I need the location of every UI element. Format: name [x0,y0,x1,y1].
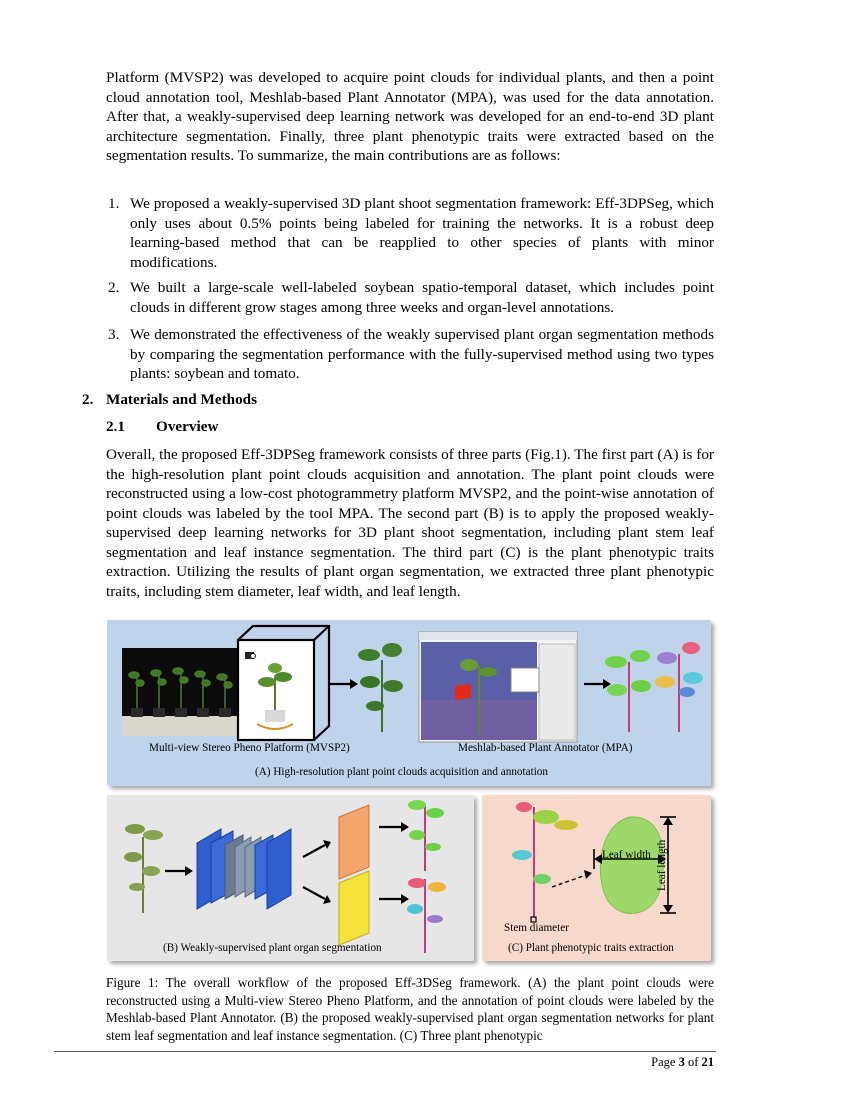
page-total: 21 [701,1055,714,1069]
page-current: 3 [678,1055,685,1069]
input-plant [124,824,163,913]
subsection-number: 2.1 [106,418,125,435]
meshlab-screenshot [419,632,577,742]
panel-c-illustration [482,795,711,961]
figure-panel-c [482,795,711,961]
stem-diameter-label: Stem diameter [504,922,569,934]
instance-output-plant [407,878,446,953]
mvsp2-label: Multi-view Stereo Pheno Platform (MVSP2) [149,742,350,754]
panel-a-title: (A) High-resolution plant point clouds acquisition and annotation [255,766,548,778]
list-item [108,278,714,317]
subsection-heading [106,418,218,436]
section-title: Materials and Methods [106,391,258,408]
list-item [108,194,714,272]
point-cloud-plant [358,643,403,732]
section-heading [82,391,257,409]
panel-b-illustration [107,795,474,961]
plant-photo [122,648,240,736]
panel-a-illustration [107,620,711,786]
annotated-plant-instance [655,642,703,732]
panel-b-title: (B) Weakly-supervised plant organ segmentation [163,942,382,954]
list-item-text: We proposed a weakly-supervised 3D plant shoot segmentation framework: Eff-3DPSeg, which only uses about 0.5% points being labeled for training the networks. It is a robust deep learning-based method that can be reapplied to other species of plants with minor modifications. [130,195,714,271]
leaf-length-label: Leaf length [656,839,668,891]
overview-paragraph: Overall, the proposed Eff-3DPSeg framework consists of three parts (Fig.1). The first part (A) is for the high-resolution plant point clouds acquisition and annotation. The plant point clouds were reconstructed using a low-cost photogrammetry platform MVSP2, and the point-wise annotation of point clouds was labeled by the tool MPA. The second part (B) is to apply the proposed weakly-supervised deep learning networks for 3D plant shoot segmentation, including plant stem leaf segmentation and leaf instance segmentation. The third part (C) is the plant phenotypic traits extraction. Utilizing the results of plant organ segmentation, we extracted three plant phenotypic traits, including stem diameter, leaf width, and leaf length. [106,446,714,600]
mpa-label: Meshlab-based Plant Annotator (MPA) [458,742,633,754]
semantic-output-plant [408,800,444,871]
network-layers [197,829,291,909]
page-prefix: Page [651,1055,679,1069]
figure-panel-b [107,795,474,961]
figure-caption: Figure 1: The overall workflow of the proposed Eff-3DSeg framework. (A) the plant point clouds were reconstructed using a Multi-view Stereo Pheno Platform, and the annotation of point clouds were labeled by the Meshlab-based Plant Annotator. (B) the proposed weakly-supervised plant organ segmentation networks for plant stem leaf segmentation and leaf instance segmentation. (C) Three plant phenotypic [106,975,714,1043]
page-of: of [684,1055,702,1069]
list-item-number: 3. [108,326,120,343]
list-item [108,325,714,384]
intro-paragraph: Platform (MVSP2) was developed to acquire point clouds for individual plants, and then a point cloud annotation tool, Meshlab-based Plant Annotator (MPA), was used for the data annotation. After that, a weakly-supervised deep learning network was developed for an end-to-end 3D plant architecture segmentation. Finally, three plant phenotypic traits were extracted based on the segmentation results. To summarize, the main contributions are as follows: [106,69,714,164]
panel-c-title: (C) Plant phenotypic traits extraction [508,942,674,954]
page-number [600,1055,714,1070]
footer-divider [54,1051,716,1052]
leaf-width-label: Leaf width [602,849,651,861]
figure-panel-a [107,620,711,786]
list-item-text: We demonstrated the effectiveness of the weakly supervised plant organ segmentation methods by comparing the segmentation performance with the fully-supervised method using two types plants: soybean and tomato. [130,326,714,382]
mvsp2-box [238,626,329,740]
section-number: 2. [82,391,94,408]
subsection-title: Overview [156,418,219,435]
annotated-plant-semantic [605,650,651,732]
list-item-text: We built a large-scale well-labeled soybean spatio-temporal dataset, which includes point clouds in different grow stages among three weeks and organ-level annotations. [130,279,714,316]
list-item-number: 1. [108,195,120,212]
segmented-plant [512,802,578,917]
list-item-number: 2. [108,279,120,296]
